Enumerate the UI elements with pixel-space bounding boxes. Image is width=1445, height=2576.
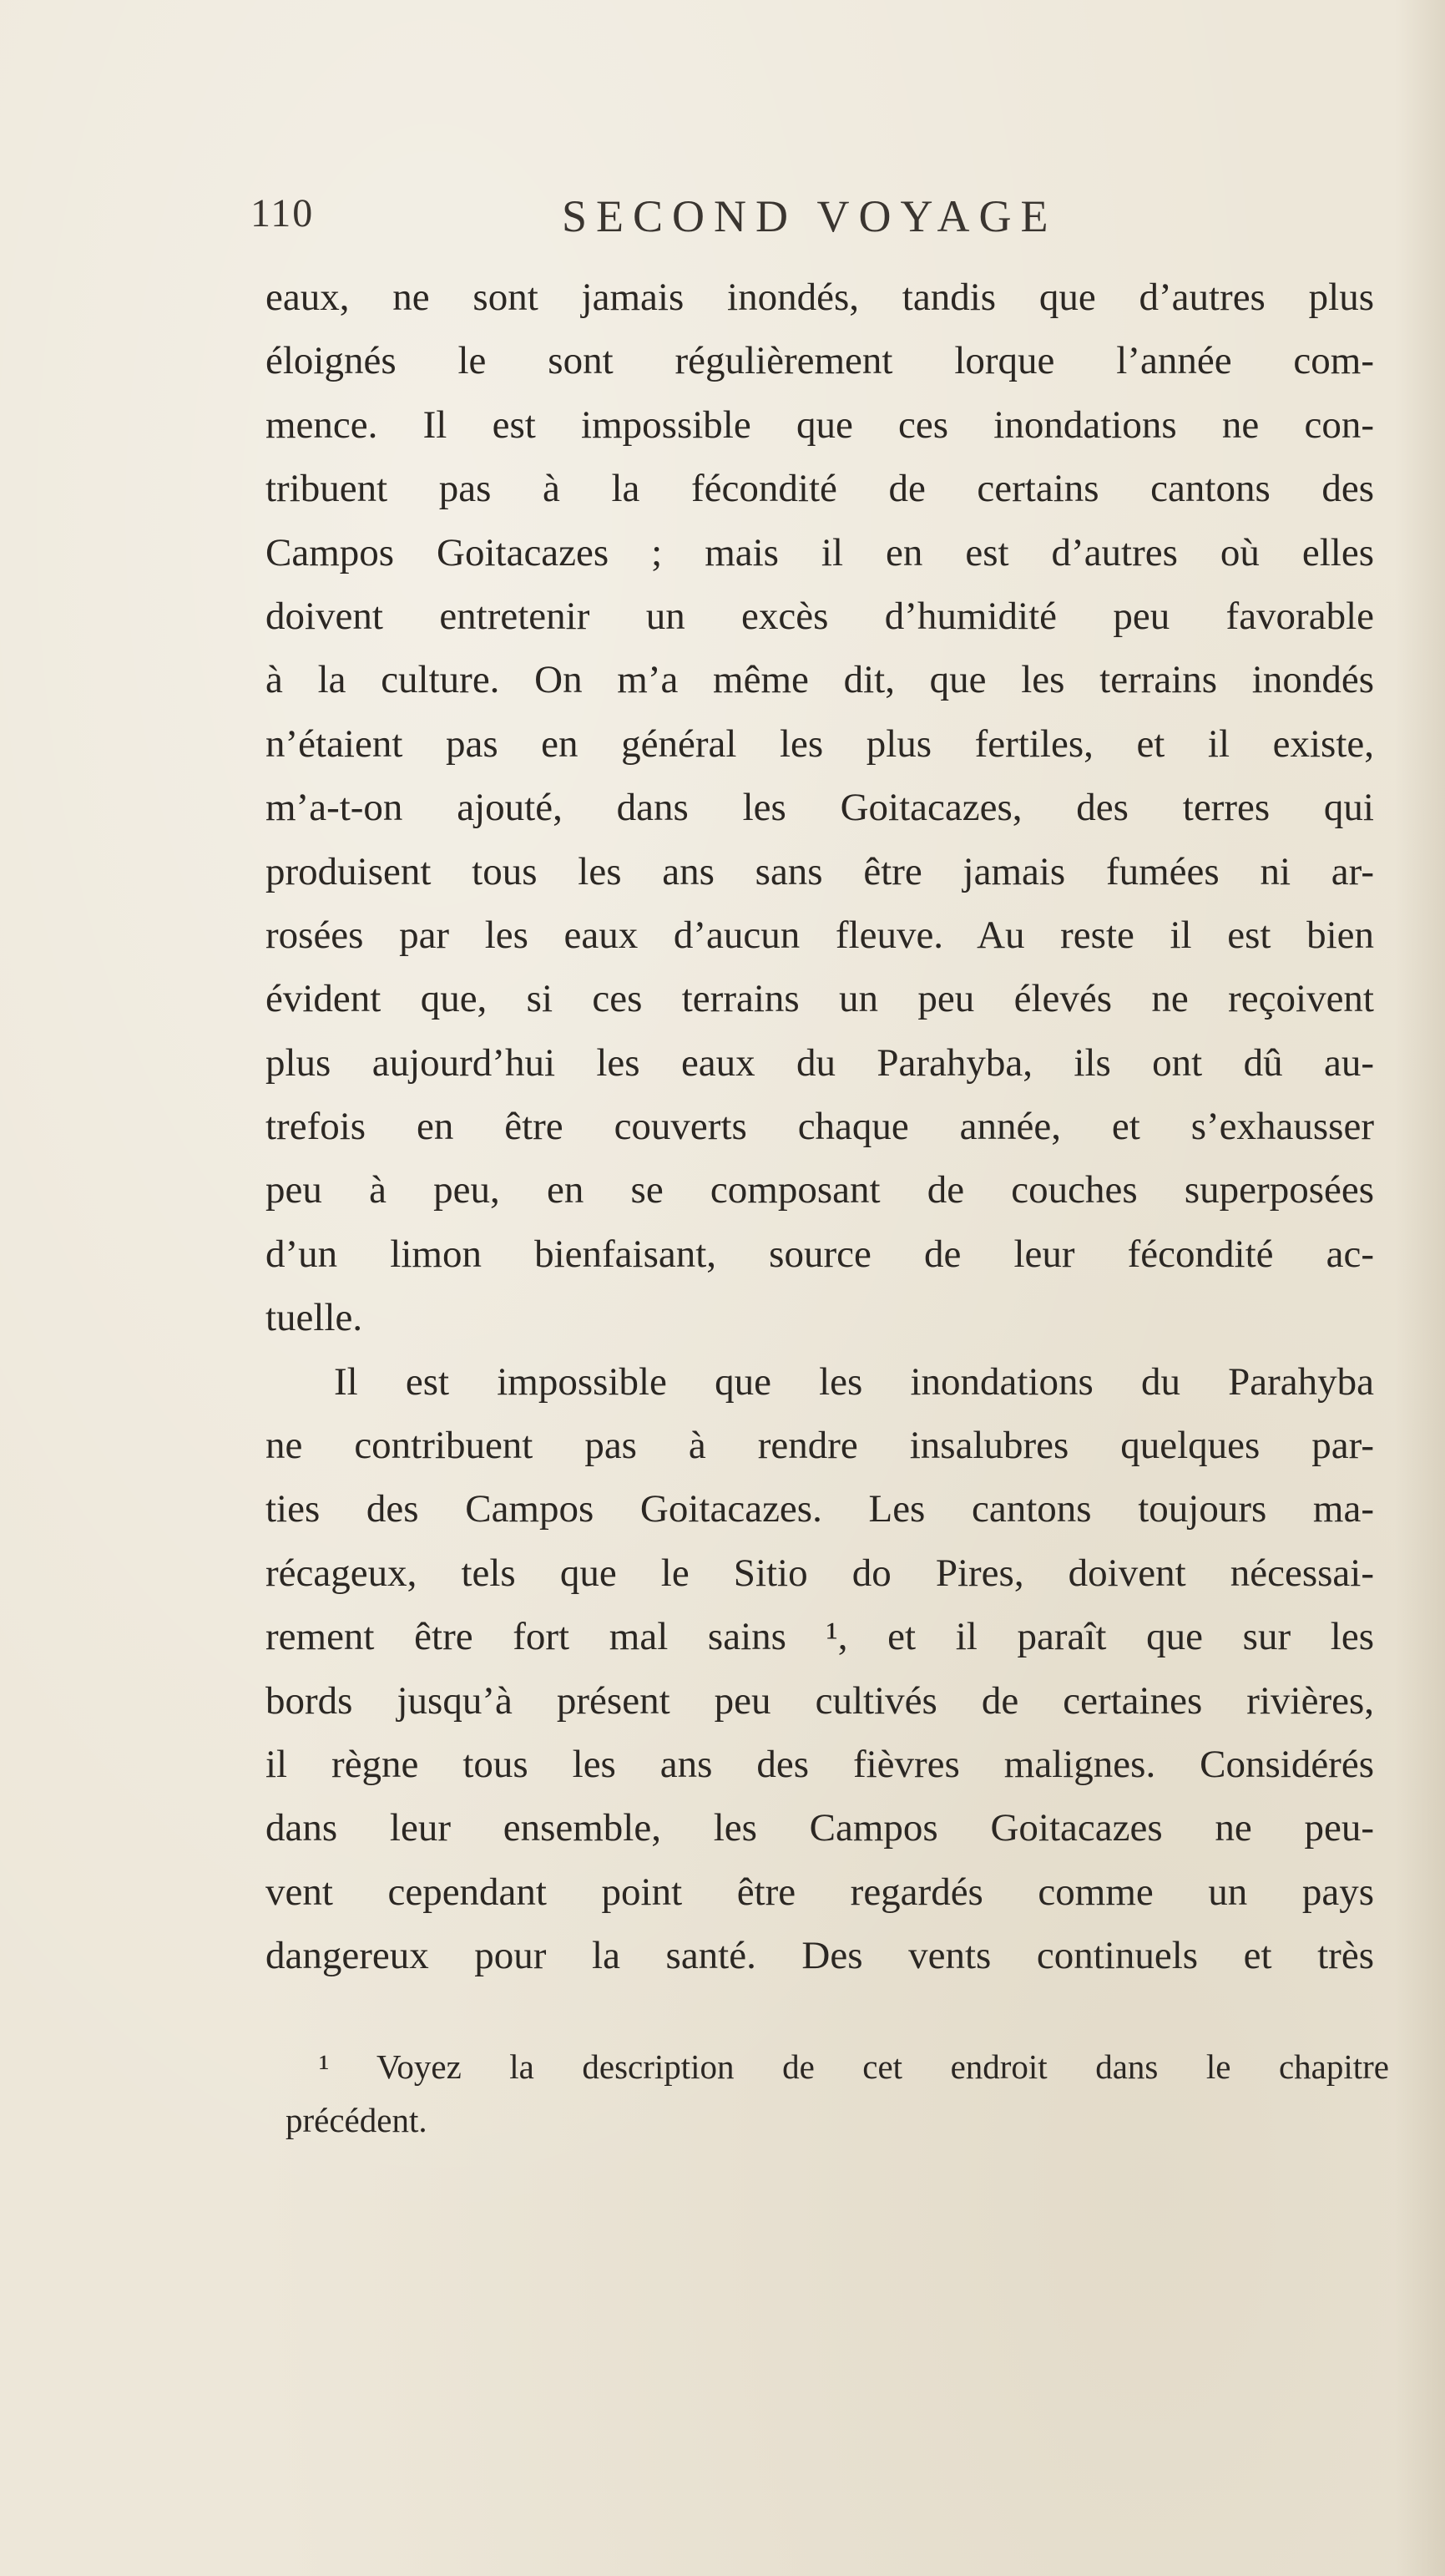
text-line: plus aujourd’hui les eaux du Parahyba, ils ont dû au- xyxy=(265,1040,1374,1085)
text-line: bords jusqu’à présent peu cultivés de certaines rivières, xyxy=(265,1678,1374,1723)
text-line: tribuent pas à la fécondité de certains cantons des xyxy=(265,467,1374,511)
footnote-line: ¹ Voyez la description de cet endroit dans le chapitre xyxy=(319,2047,1389,2086)
text-line: dans leur ensemble, les Campos Goitacazes ne peu- xyxy=(265,1806,1374,1850)
text-line: d’un limon bienfaisant, source de leur fécondité ac- xyxy=(265,1232,1374,1276)
page-edge-shadow xyxy=(1395,0,1445,2576)
running-head xyxy=(250,190,1374,249)
text-line: ne contribuent pas à rendre insalubres quelques par- xyxy=(265,1424,1374,1468)
text-line: Campos Goitacazes ; mais il en est d’autres où elles xyxy=(265,530,1374,574)
text-line: éloignés le sont régulièrement lorque l’année com- xyxy=(265,339,1374,383)
text-line: ties des Campos Goitacazes. Les cantons toujours ma- xyxy=(265,1487,1374,1531)
text-line: eaux, ne sont jamais inondés, tandis que d’autres plus xyxy=(265,276,1374,319)
text-line: mence. Il est impossible que ces inondations ne con- xyxy=(265,402,1374,447)
text-line: il règne tous les ans des fièvres malignes. Considérés xyxy=(265,1742,1374,1786)
footnotes xyxy=(285,2040,1389,2147)
page-number: 110 xyxy=(250,191,315,235)
text-line-paragraph-start: Il est impossible que les inondations du Parahyba xyxy=(334,1359,1374,1404)
text-line: rosées par les eaux d’aucun fleuve. Au reste il est bien xyxy=(265,913,1374,957)
body-text xyxy=(265,266,1374,1988)
text-line-paragraph-end: tuelle. xyxy=(265,1296,363,1340)
text-line: m’a-t-on ajouté, dans les Goitacazes, des terres qui xyxy=(265,786,1374,830)
text-line: trefois en être couverts chaque année, et s’exhausser xyxy=(265,1105,1374,1149)
text-line: n’étaient pas en général les plus fertiles, et il existe, xyxy=(265,721,1374,766)
text-line: rement être fort mal sains ¹, et il paraît que sur les xyxy=(265,1615,1374,1659)
running-title: SECOND VOYAGE xyxy=(562,191,1058,241)
text-line: dangereux pour la santé. Des vents continuels et très xyxy=(265,1934,1374,1978)
footnote-line: précédent. xyxy=(285,2101,427,2139)
text-line: évident que, si ces terrains un peu élevés ne reçoivent xyxy=(265,977,1374,1021)
text-line: peu à peu, en se composant de couches superposées xyxy=(265,1168,1374,1212)
text-line: doivent entretenir un excès d’humidité peu favorable xyxy=(265,594,1374,638)
text-line: produisent tous les ans sans être jamais fumées ni ar- xyxy=(265,849,1374,893)
text-line: vent cependant point être regardés comme un pays xyxy=(265,1870,1374,1914)
text-line: à la culture. On m’a même dit, que les terrains inondés xyxy=(265,658,1374,702)
text-line: récageux, tels que le Sitio do Pires, doivent nécessai- xyxy=(265,1551,1374,1595)
